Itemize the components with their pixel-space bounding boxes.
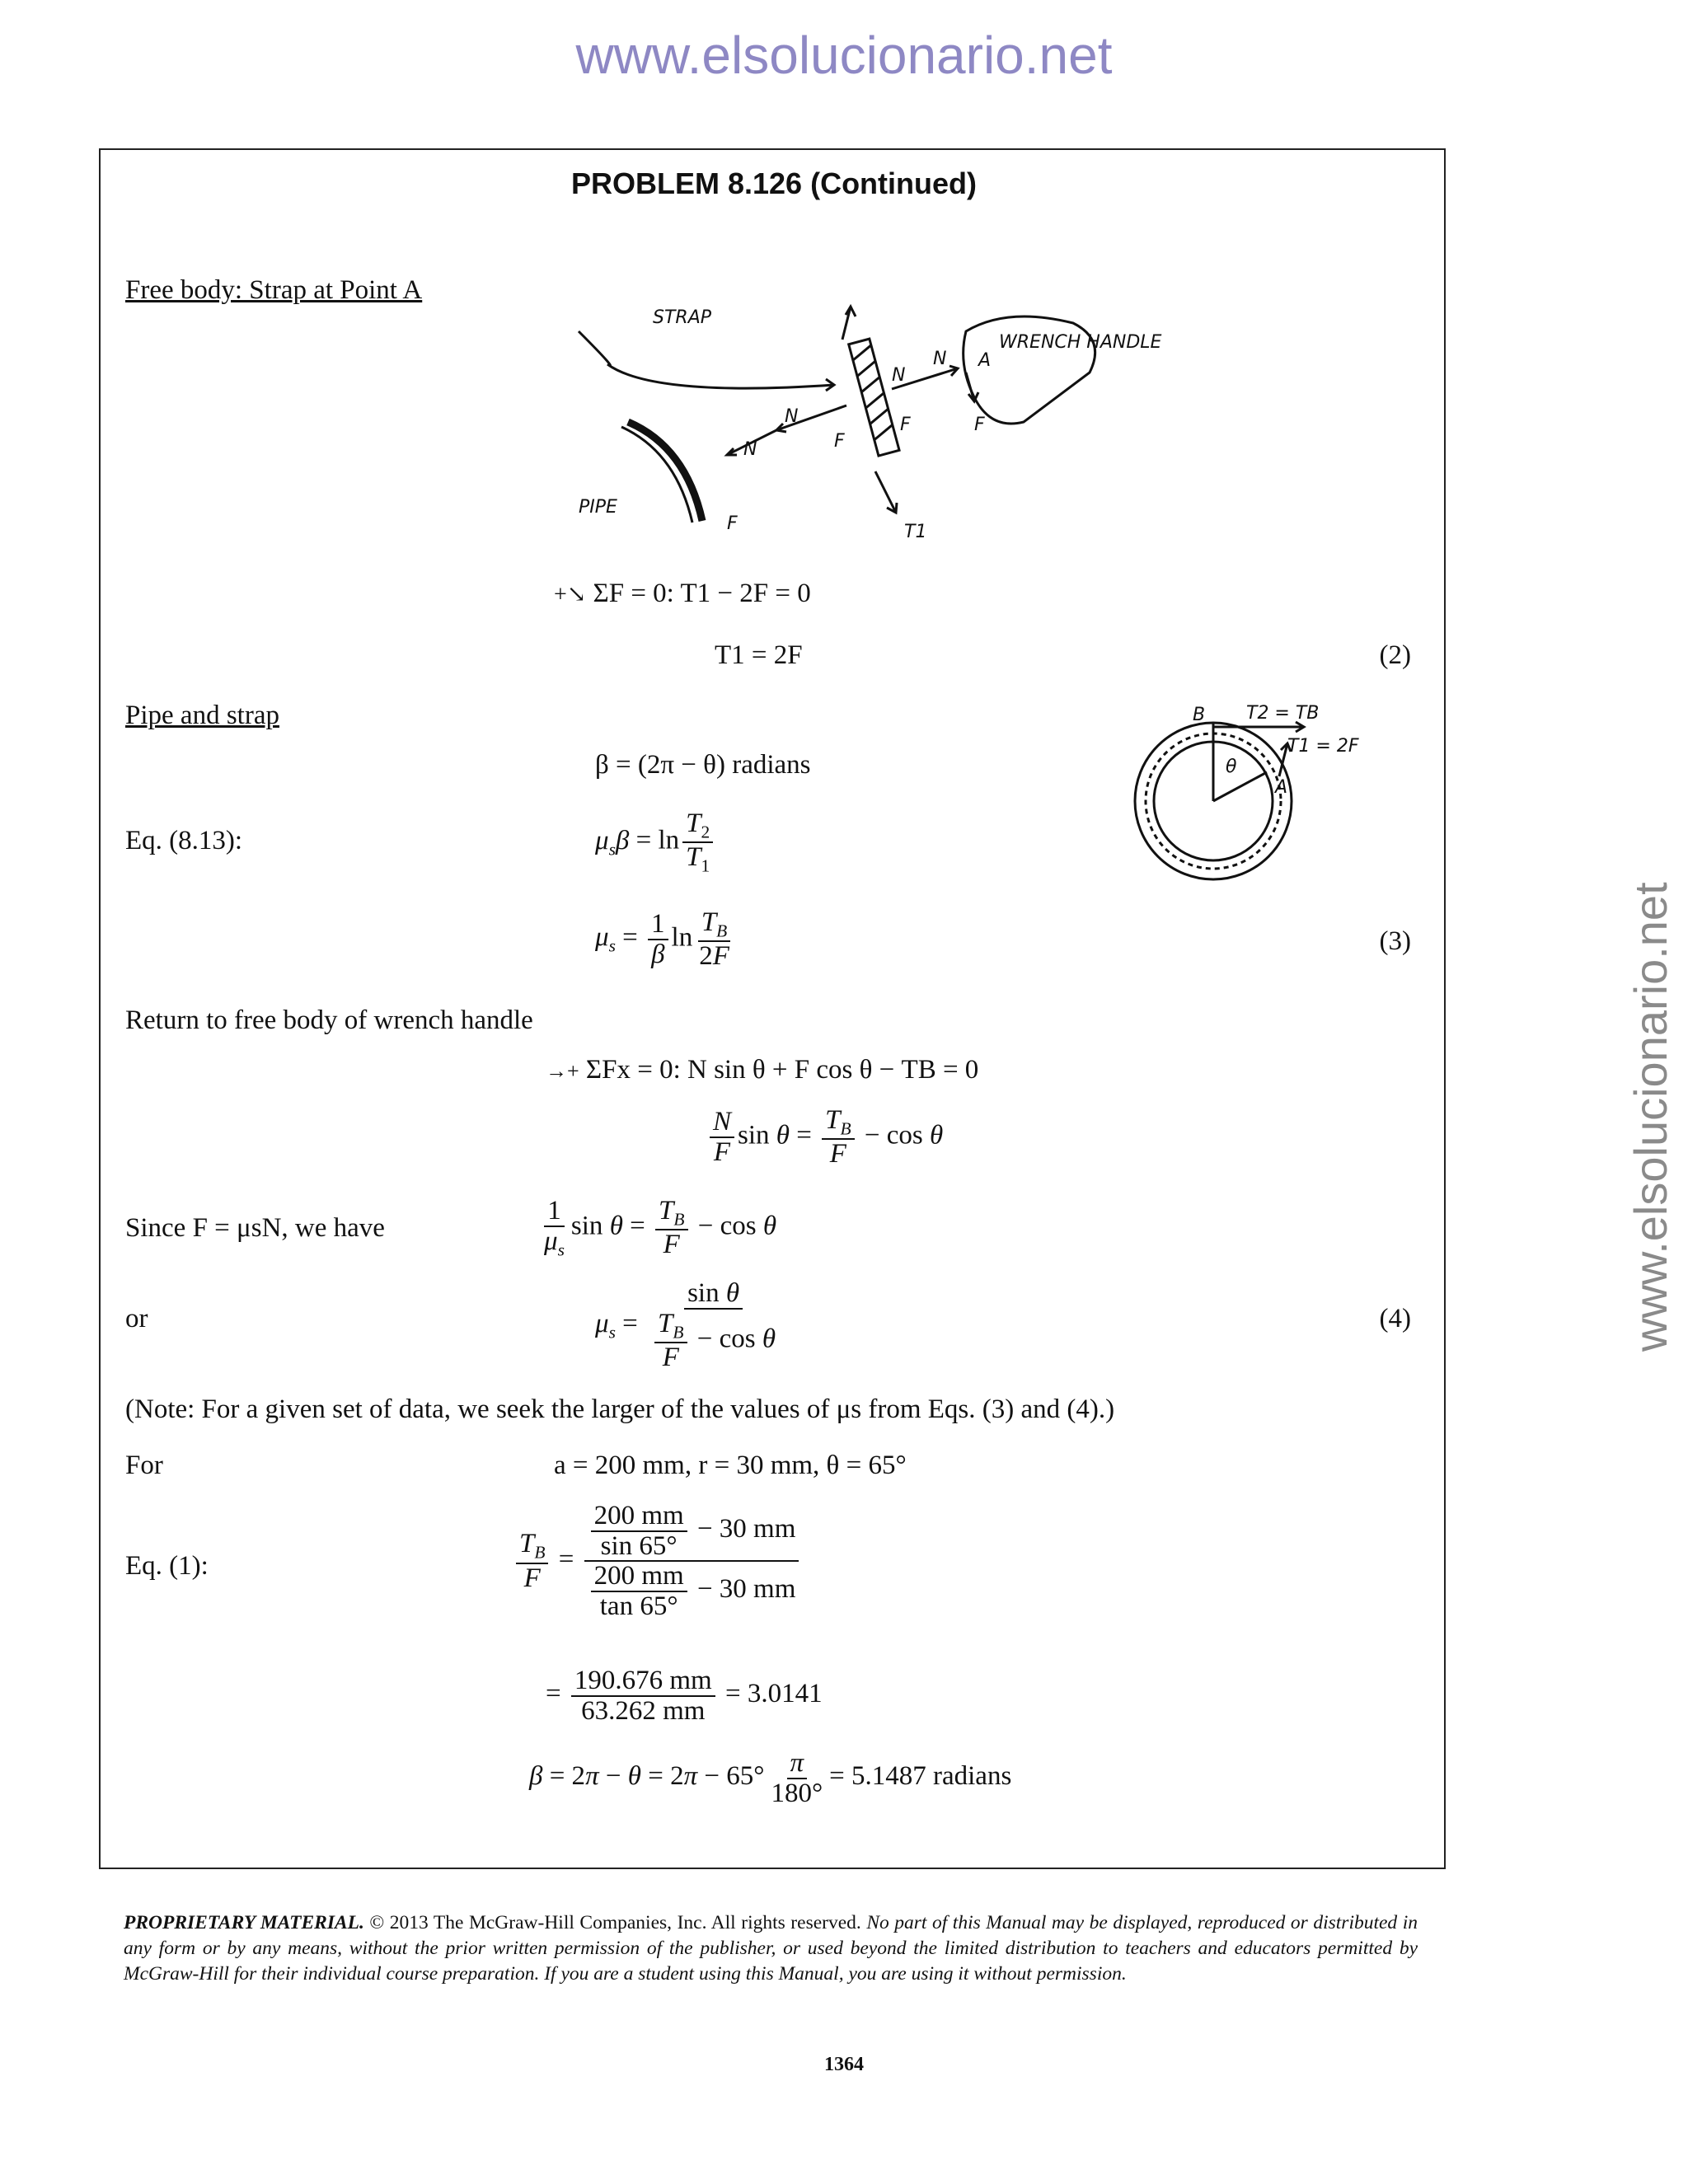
- heading-free-body-strap: Free body: Strap at Point A: [125, 275, 423, 305]
- note-text: (Note: For a given set of data, we seek the larger of the values of μs from Eqs. (3) and (4).): [125, 1394, 1115, 1424]
- watermark-side: www.elsolucionario.net: [1625, 882, 1676, 1352]
- label-eq-1: Eq. (1):: [125, 1551, 209, 1581]
- heading-pipe-and-strap: Pipe and strap: [125, 701, 279, 730]
- label-N-4: N: [743, 439, 757, 460]
- watermark-top: www.elsolucionario.net: [575, 26, 1113, 85]
- label-T1: T1: [904, 522, 927, 542]
- equation-number-4: (4): [1379, 1304, 1411, 1333]
- label-theta: θ: [1226, 757, 1237, 777]
- label-strap: STRAP: [653, 307, 712, 328]
- equation-T1: T1 = 2F: [715, 640, 803, 670]
- label-eq-8-13: Eq. (8.13):: [125, 826, 243, 855]
- solution-frame: [99, 148, 1446, 1869]
- label-F-4: F: [727, 513, 738, 534]
- strap-free-body-sketch: [529, 307, 1162, 603]
- label-T2-TB: T2 = TB: [1246, 703, 1320, 724]
- label-pipe: PIPE: [579, 497, 617, 518]
- equation-mu-beta: $\mu_s\beta = \ln$ $\frac{T_2}{T_1}$: [595, 809, 716, 875]
- equation-number-2: (2): [1379, 640, 1411, 670]
- label-wrench-handle: WRENCH HANDLE: [999, 332, 1162, 353]
- equation-sum-Fx: →+ ΣFx = 0: N sin θ + F cos θ − TB = 0: [546, 1055, 979, 1085]
- equation-number-3: (3): [1379, 926, 1411, 956]
- label-N-1: N: [892, 365, 906, 386]
- notice-rest: No part of this Manual may be displayed, reproduced or distributed in any form or by any means, without the prior written permission of the publisher, or used beyond the limited distribution to teachers and educators permitted by McGraw-Hill for their individual course preparation. If you are a student using this Manual, you are using it without permission.: [124, 1912, 1418, 1985]
- equation-N-over-F: $\frac{N}{F}$ sin θ = $\frac{T_B}{F}$ − cos θ: [706, 1106, 943, 1169]
- text-for: For: [125, 1451, 163, 1480]
- notice-lead: PROPRIETARY MATERIAL.: [124, 1912, 364, 1933]
- pipe-strap-sketch: [1123, 702, 1370, 892]
- label-F-3: F: [974, 415, 985, 435]
- problem-title: PROBLEM 8.126 (Continued): [570, 166, 978, 200]
- equation-sum-F: +↘ ΣF = 0: T1 − 2F = 0: [554, 579, 811, 608]
- label-F-1: F: [900, 415, 911, 435]
- label-F-2: F: [834, 431, 845, 452]
- label-N-2: N: [933, 349, 947, 369]
- label-B: B: [1193, 705, 1206, 725]
- label-N-3: N: [785, 406, 799, 427]
- equation-ratio-value: = $\frac{190.676 mm}{63.262 mm}$ = 3.0141: [546, 1666, 823, 1726]
- equation-TB-over-F: $\frac{T_B}{F}$ = $\frac{200 mm}{\sin 65^\circ}$ − 30 mm $\frac{200 mm}{\tan 65^\circ}$ − 30 mm: [513, 1502, 802, 1621]
- equation-beta: β = (2π − θ) radians: [595, 750, 811, 780]
- label-A-pipe: A: [1275, 777, 1288, 798]
- label-T1-2F: T1 = 2F: [1287, 736, 1359, 757]
- equation-one-over-mu: $\frac{1}{\mu_s}$ sin θ = $\frac{T_B}{F}$ − cos θ: [544, 1196, 777, 1260]
- equation-mu-s-3: $\mu_s$ = $\frac{1}{\beta}$ ln $\frac{T_B}{2F}$: [595, 907, 729, 972]
- notice-copyright: © 2013 The McGraw-Hill Companies, Inc. All rights reserved.: [363, 1912, 867, 1933]
- label-A: A: [978, 350, 992, 371]
- proprietary-notice: [124, 1910, 1418, 1987]
- page-number: 1364: [824, 2054, 864, 2075]
- equation-given: a = 200 mm, r = 30 mm, θ = 65°: [554, 1451, 907, 1480]
- heading-return-wrench: Return to free body of wrench handle: [125, 1005, 533, 1035]
- equation-mu-s-4: $\mu_s$ = sin θ $\frac{T_B}{F}$ − cos θ: [595, 1278, 776, 1372]
- equation-beta-value: β = 2π − θ = 2π − 65° $\frac{\pi}{180^\circ}$ = 5.1487 radians: [529, 1748, 1012, 1808]
- text-since: Since F = μsN, we have: [125, 1213, 385, 1243]
- text-or: or: [125, 1304, 148, 1333]
